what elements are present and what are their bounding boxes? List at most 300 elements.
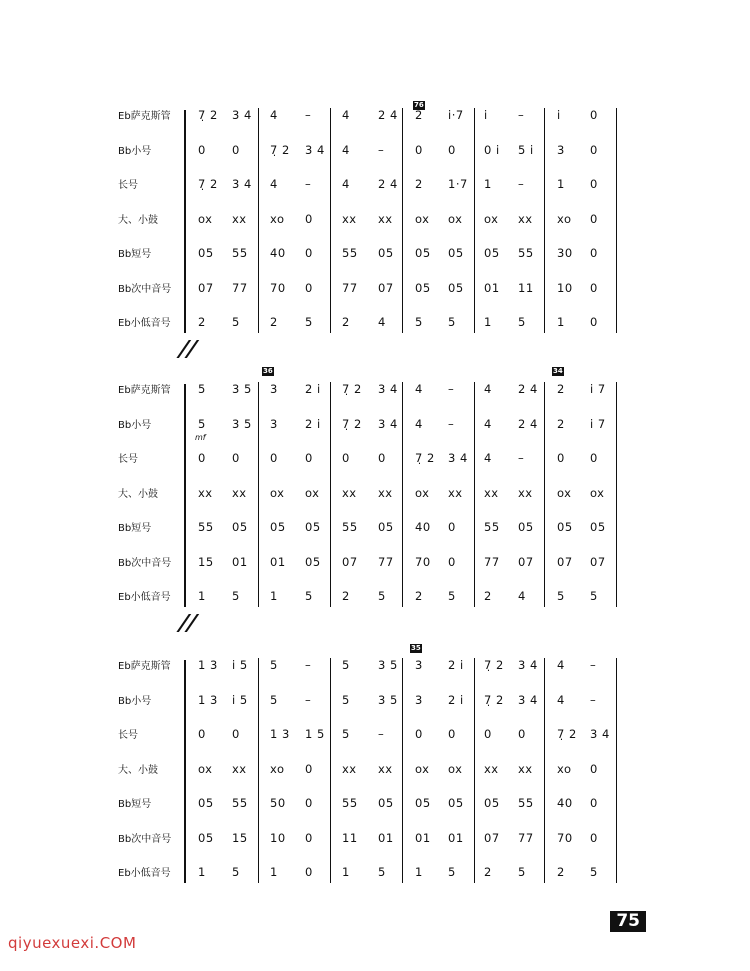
instrument-name: 长号 xyxy=(118,730,138,741)
note-group: i 5 xyxy=(232,692,248,707)
note-group: 05 xyxy=(198,246,214,260)
note-group: 11 xyxy=(342,830,358,845)
note-group: 0 xyxy=(270,451,278,465)
note-group: 2 4 xyxy=(378,108,398,122)
note-group: 7̣ 2 xyxy=(342,416,362,431)
note-group: – xyxy=(590,658,597,672)
note-group: 05 xyxy=(415,246,431,260)
note-group: 7̣ 2 xyxy=(557,727,577,741)
note-group: i·7 xyxy=(448,108,464,122)
note-group: 0 xyxy=(590,796,598,810)
note-group: 3 5 xyxy=(232,416,252,431)
instrument-row xyxy=(0,522,750,556)
note-group: 0 xyxy=(305,451,313,465)
note-group: 2 xyxy=(270,315,278,329)
note-group: 01 xyxy=(270,554,286,569)
note-group: 3 4 xyxy=(232,108,252,122)
note-group: 2 xyxy=(557,382,565,396)
rehearsal-mark: 36 xyxy=(263,367,273,375)
note-group: 2 xyxy=(342,315,350,329)
note-group: – xyxy=(378,142,385,157)
note-group: 55 xyxy=(518,246,534,260)
note-group: 1 xyxy=(484,315,492,329)
rehearsal-mark: 34 xyxy=(553,367,563,375)
note-group: 05 xyxy=(378,796,394,810)
note-group: 05 xyxy=(484,796,500,810)
note-group: 01 xyxy=(232,554,248,569)
rehearsal-mark: 35 xyxy=(411,644,421,652)
note-group: 05 xyxy=(448,796,464,810)
note-group: 3 5 xyxy=(232,382,252,396)
note-group: 05 xyxy=(198,830,214,845)
note-group: 7̣ 2 xyxy=(342,382,362,396)
note-group: xx xyxy=(342,211,357,226)
note-group: ox xyxy=(415,761,430,776)
note-group: 2 i xyxy=(448,658,464,672)
note-group: 40 xyxy=(270,246,286,260)
note-group: xx xyxy=(518,761,533,776)
note-group: – xyxy=(448,382,455,396)
note-group: 2 4 xyxy=(378,177,398,191)
note-group: 0 i xyxy=(484,142,500,157)
note-group: 0 xyxy=(518,727,526,741)
note-group: 50 xyxy=(270,796,286,810)
note-group: xx xyxy=(378,485,393,500)
note-group: 05 xyxy=(378,246,394,260)
note-group: xx xyxy=(378,211,393,226)
note-group: 07 xyxy=(378,280,394,295)
instrument-row xyxy=(0,660,750,694)
note-group: 3 5 xyxy=(378,658,398,672)
note-group: 0 xyxy=(590,280,598,295)
note-group: 4 xyxy=(557,692,565,707)
note-group: 05 xyxy=(518,520,534,534)
note-group: 3 4 xyxy=(378,416,398,431)
note-group: 5 xyxy=(305,315,313,329)
note-group: 4 xyxy=(484,382,492,396)
system-separator: // xyxy=(177,337,199,362)
instrument-name: 大、小鼓 xyxy=(118,764,158,776)
note-group: 1 xyxy=(557,315,565,329)
note-group: 3 xyxy=(270,382,278,396)
instrument-row xyxy=(0,416,750,453)
note-group: 5 xyxy=(415,315,423,329)
note-group: 4 xyxy=(484,416,492,431)
instrument-row xyxy=(0,729,750,763)
note-group: 05 xyxy=(484,246,500,260)
note-group: 0 xyxy=(590,211,598,226)
note-group: 5 xyxy=(557,589,565,603)
note-group: 0 xyxy=(342,451,350,465)
note-group: 2 xyxy=(198,315,206,329)
note-group: 05 xyxy=(198,796,214,810)
note-group: 40 xyxy=(557,796,573,810)
note-group: 01 xyxy=(415,830,431,845)
note-group: 4 xyxy=(557,658,565,672)
note-group: 07 xyxy=(557,554,573,569)
note-group: 0 xyxy=(378,451,386,465)
instrument-name: Bb小号 xyxy=(118,145,152,157)
note-group: 2 xyxy=(484,865,492,879)
note-group: 2 i xyxy=(305,382,321,396)
note-group: ox xyxy=(484,211,499,226)
note-group: 07 xyxy=(484,830,500,845)
note-group: 05 xyxy=(415,796,431,810)
note-group: i 7 xyxy=(590,416,606,431)
note-group: 4 xyxy=(342,142,350,157)
note-group: i xyxy=(557,108,561,122)
instrument-row xyxy=(0,248,750,282)
note-group: 2 xyxy=(415,177,423,191)
instrument-row xyxy=(0,830,750,867)
instrument-row xyxy=(0,692,750,729)
note-group: xx xyxy=(484,485,499,500)
note-group: 55 xyxy=(198,520,214,534)
note-group: i 7 xyxy=(590,382,606,396)
instrument-name: Bb小号 xyxy=(118,419,152,431)
instrument-row xyxy=(0,453,750,487)
note-group: 2 4 xyxy=(518,416,538,431)
note-group: xx xyxy=(232,211,247,226)
note-group: 5 xyxy=(198,382,206,396)
note-group: 5 xyxy=(305,589,313,603)
note-group: ox xyxy=(305,485,320,500)
note-group: 30 xyxy=(557,246,573,260)
note-group: 05 xyxy=(448,280,464,295)
note-group: 3 xyxy=(557,142,565,157)
instrument-row xyxy=(0,211,750,248)
note-group: xo xyxy=(270,211,285,226)
instrument-row xyxy=(0,867,750,901)
note-group: 07 xyxy=(198,280,214,295)
instrument-name: 长号 xyxy=(118,454,138,465)
note-group: 5 xyxy=(270,658,278,672)
note-group: – xyxy=(305,177,312,191)
note-group: 70 xyxy=(415,554,431,569)
note-group: xo xyxy=(557,211,572,226)
instrument-name: Eb小低音号 xyxy=(118,868,171,879)
note-group: – xyxy=(590,692,597,707)
note-group: 3 4 xyxy=(378,382,398,396)
note-group: 5 xyxy=(342,692,350,707)
note-group: ox xyxy=(415,211,430,226)
note-group: 7̣ 2 xyxy=(415,451,435,465)
note-group: 77 xyxy=(232,280,248,295)
instrument-name: Eb萨克斯管 xyxy=(118,111,171,122)
instrument-name: 大、小鼓 xyxy=(118,488,158,500)
note-group: 1 5 xyxy=(305,727,325,741)
note-group: 0 xyxy=(415,142,423,157)
instrument-name: Eb小低音号 xyxy=(118,592,171,603)
note-group: 11 xyxy=(518,280,534,295)
note-group: 55 xyxy=(484,520,500,534)
note-group: 0 xyxy=(448,727,456,741)
note-group: 5 xyxy=(448,589,456,603)
note-group: xx xyxy=(378,761,393,776)
note-group: xo xyxy=(557,761,572,776)
note-group: 2 xyxy=(484,589,492,603)
note-group: 05 xyxy=(270,520,286,534)
page-number: 75 xyxy=(610,911,646,932)
note-group: 0 xyxy=(305,865,313,879)
note-group: 2 i xyxy=(305,416,321,431)
note-group: 2 xyxy=(415,108,423,122)
note-group: 5 xyxy=(590,589,598,603)
note-group: 0 xyxy=(557,451,565,465)
note-group: 0 xyxy=(590,315,598,329)
instrument-name: Bb小号 xyxy=(118,695,152,707)
note-group: 01 xyxy=(484,280,500,295)
note-group: 55 xyxy=(342,796,358,810)
note-group: 01 xyxy=(378,830,394,845)
note-group: 3 xyxy=(415,658,423,672)
note-group: 3 4 xyxy=(590,727,610,741)
note-group: ox xyxy=(270,485,285,500)
note-group: 5 xyxy=(448,315,456,329)
note-group: 0 xyxy=(448,520,456,534)
note-group: ox xyxy=(448,761,463,776)
note-group: 3 xyxy=(415,692,423,707)
note-group: 55 xyxy=(232,796,248,810)
note-group: 05 xyxy=(305,520,321,534)
note-group: 0 xyxy=(590,830,598,845)
note-group: 0 xyxy=(305,280,313,295)
instrument-name: Bb次中音号 xyxy=(118,557,172,569)
note-group: 3 4 xyxy=(305,142,325,157)
note-group: 1 3 xyxy=(198,658,218,672)
note-group: 7̣ 2 xyxy=(198,108,218,122)
note-group: 3 4 xyxy=(232,177,252,191)
instrument-name: 长号 xyxy=(118,180,138,191)
note-group: ox xyxy=(590,485,605,500)
note-group: 4 xyxy=(270,177,278,191)
note-group: 15 xyxy=(232,830,248,845)
note-group: 5 xyxy=(232,589,240,603)
note-group: – xyxy=(518,451,525,465)
note-group: xx xyxy=(518,485,533,500)
note-group: 5 xyxy=(518,865,526,879)
instrument-name: 大、小鼓 xyxy=(118,214,158,226)
instrument-name: Bb次中音号 xyxy=(118,283,172,295)
note-group: 7̣ 2 xyxy=(270,142,290,157)
note-group: xx xyxy=(342,761,357,776)
note-group: 0 xyxy=(448,142,456,157)
instrument-name: Bb次中音号 xyxy=(118,833,172,845)
note-group: xx xyxy=(484,761,499,776)
instrument-name: Eb萨克斯管 xyxy=(118,385,171,396)
note-group: 0 xyxy=(232,142,240,157)
note-group: ox xyxy=(448,211,463,226)
note-group: xx xyxy=(198,485,213,500)
note-group: 10 xyxy=(557,280,573,295)
note-group: 3 4 xyxy=(448,451,468,465)
note-group: 40 xyxy=(415,520,431,534)
note-group: 1 xyxy=(342,865,350,879)
note-group: 0 xyxy=(448,554,456,569)
instrument-row xyxy=(0,110,750,144)
note-group: 5 xyxy=(590,865,598,879)
note-group: 4 xyxy=(378,315,386,329)
instrument-row xyxy=(0,179,750,213)
note-group: 1·7 xyxy=(448,177,468,191)
note-group: 77 xyxy=(518,830,534,845)
instrument-name: Eb小低音号 xyxy=(118,318,171,329)
note-group: 3 4 xyxy=(518,658,538,672)
note-group: 07 xyxy=(590,554,606,569)
note-group: – xyxy=(305,658,312,672)
note-group: xx xyxy=(518,211,533,226)
note-group: 10 xyxy=(270,830,286,845)
note-group: 0 xyxy=(415,727,423,741)
note-group: – xyxy=(378,727,385,741)
note-group: 1 xyxy=(270,589,278,603)
note-group: 1 xyxy=(484,177,492,191)
note-group: 05 xyxy=(232,520,248,534)
instrument-row xyxy=(0,554,750,591)
note-group: xx xyxy=(232,761,247,776)
note-group: 05 xyxy=(378,520,394,534)
note-group: 0 xyxy=(305,246,313,260)
note-group: 1 xyxy=(198,589,206,603)
instrument-name: Bb短号 xyxy=(118,799,152,810)
note-group: xx xyxy=(342,485,357,500)
note-group: 7̣ 2 xyxy=(198,177,218,191)
note-group: 0 xyxy=(305,211,313,226)
note-group: 5 xyxy=(378,865,386,879)
instrument-name: Bb短号 xyxy=(118,523,152,534)
note-group: 0 xyxy=(590,142,598,157)
note-group: – xyxy=(305,108,312,122)
instrument-row xyxy=(0,761,750,798)
note-group: 70 xyxy=(557,830,573,845)
note-group: 0 xyxy=(305,761,313,776)
note-group: 4 xyxy=(342,108,350,122)
note-group: 2 i xyxy=(448,692,464,707)
note-group: 1 xyxy=(415,865,423,879)
note-group: 15 xyxy=(198,554,214,569)
note-group: 07 xyxy=(518,554,534,569)
note-group: 5 xyxy=(270,692,278,707)
note-group: 5 i xyxy=(518,142,534,157)
note-group: i xyxy=(484,108,488,122)
note-group: 77 xyxy=(378,554,394,569)
instrument-row xyxy=(0,798,750,832)
note-group: – xyxy=(518,108,525,122)
note-group: xx xyxy=(232,485,247,500)
note-group: 5 xyxy=(232,865,240,879)
note-group: 0 xyxy=(198,451,206,465)
note-group: 77 xyxy=(484,554,500,569)
note-group: 0 xyxy=(198,142,206,157)
note-group: 07 xyxy=(342,554,358,569)
note-group: 0 xyxy=(590,246,598,260)
note-group: xx xyxy=(448,485,463,500)
note-group: 0 xyxy=(590,177,598,191)
note-group: 05 xyxy=(448,246,464,260)
note-group: 5 xyxy=(198,416,206,431)
note-group: – xyxy=(518,177,525,191)
instrument-row xyxy=(0,280,750,317)
note-group: 01 xyxy=(448,830,464,845)
note-group: xo xyxy=(270,761,285,776)
note-group: 5 xyxy=(518,315,526,329)
system-separator: // xyxy=(177,611,199,636)
instrument-row xyxy=(0,317,750,351)
note-group: 4 xyxy=(415,382,423,396)
note-group: i 5 xyxy=(232,658,248,672)
note-group: 55 xyxy=(518,796,534,810)
note-group: 1 xyxy=(198,865,206,879)
note-group: 77 xyxy=(342,280,358,295)
instrument-row xyxy=(0,591,750,625)
dynamic-marking: mf xyxy=(195,432,206,442)
note-group: 1 3 xyxy=(198,692,218,707)
note-group: 5 xyxy=(342,658,350,672)
note-group: 3 xyxy=(270,416,278,431)
note-group: 5 xyxy=(448,865,456,879)
note-group: 05 xyxy=(590,520,606,534)
note-group: 2 4 xyxy=(518,382,538,396)
note-group: 5 xyxy=(378,589,386,603)
note-group: ox xyxy=(198,211,213,226)
note-group: 7̣ 2 xyxy=(484,692,504,707)
note-group: ox xyxy=(198,761,213,776)
note-group: 0 xyxy=(305,796,313,810)
note-group: 0 xyxy=(198,727,206,741)
note-group: 0 xyxy=(590,451,598,465)
note-group: 05 xyxy=(557,520,573,534)
note-group: 0 xyxy=(232,727,240,741)
instrument-row xyxy=(0,142,750,179)
note-group: 0 xyxy=(484,727,492,741)
note-group: 4 xyxy=(484,451,492,465)
note-group: 5 xyxy=(232,315,240,329)
note-group: 70 xyxy=(270,280,286,295)
note-group: 0 xyxy=(232,451,240,465)
note-group: 55 xyxy=(232,246,248,260)
instrument-name: Bb短号 xyxy=(118,249,152,260)
note-group: 4 xyxy=(342,177,350,191)
rehearsal-mark: 76 xyxy=(414,101,424,109)
note-group: 5 xyxy=(342,727,350,741)
note-group: 0 xyxy=(305,830,313,845)
note-group: 2 xyxy=(557,416,565,431)
note-group: 0 xyxy=(590,108,598,122)
note-group: 2 xyxy=(557,865,565,879)
note-group: 2 xyxy=(342,589,350,603)
note-group: ox xyxy=(557,485,572,500)
note-group: 4 xyxy=(415,416,423,431)
note-group: 55 xyxy=(342,520,358,534)
watermark-text: qiyuexuexi.COM xyxy=(8,934,137,952)
note-group: 3 4 xyxy=(518,692,538,707)
note-group: 05 xyxy=(415,280,431,295)
note-group: 2 xyxy=(415,589,423,603)
instrument-row xyxy=(0,485,750,522)
note-group: 1 xyxy=(270,865,278,879)
note-group: 4 xyxy=(270,108,278,122)
instrument-name: Eb萨克斯管 xyxy=(118,661,171,672)
note-group: ox xyxy=(415,485,430,500)
note-group: 1 xyxy=(557,177,565,191)
note-group: 0 xyxy=(590,761,598,776)
note-group: – xyxy=(305,692,312,707)
note-group: 7̣ 2 xyxy=(484,658,504,672)
instrument-row xyxy=(0,384,750,418)
note-group: 55 xyxy=(342,246,358,260)
note-group: 1 3 xyxy=(270,727,290,741)
note-group: – xyxy=(448,416,455,431)
